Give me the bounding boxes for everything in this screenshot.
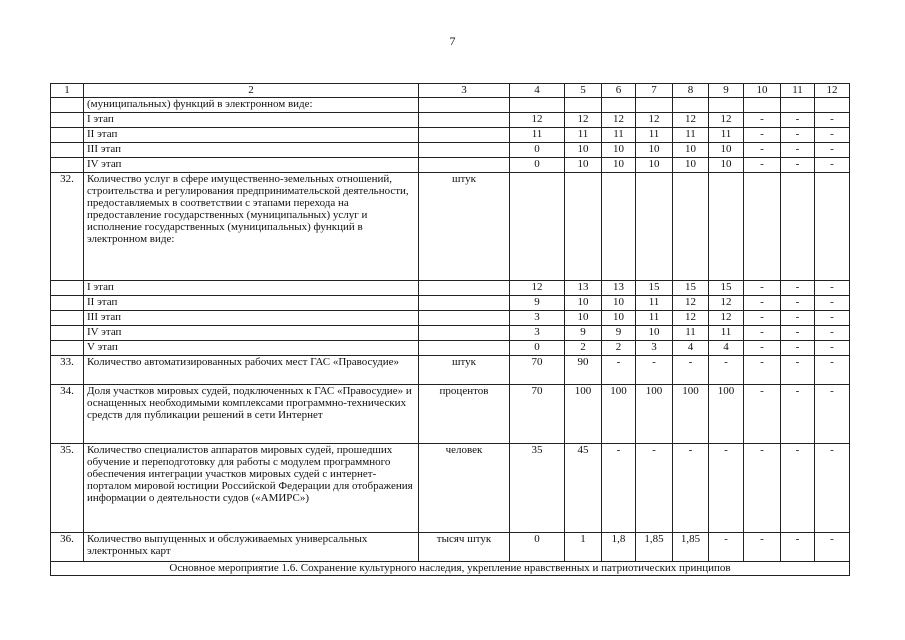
indicator-name: Доля участков мировых судей, подключенных к ГАС «Правосудие» и оснащенных необходимыми комплексами программно-технических средств для публикации решений в сети Интернет: [84, 385, 419, 444]
unit-cell: [419, 311, 510, 326]
row-number: [51, 326, 84, 341]
value-cell: [565, 173, 602, 281]
table-row: [51, 356, 850, 385]
value-cell: -: [744, 113, 781, 128]
value-cell: 9: [510, 296, 565, 311]
value-cell: 12: [602, 113, 636, 128]
value-cell: -: [673, 444, 709, 533]
value-cell: 100: [602, 385, 636, 444]
value-cell: -: [602, 356, 636, 385]
table-row: [51, 128, 850, 143]
value-cell: 12: [510, 113, 565, 128]
value-cell: 15: [636, 281, 673, 296]
table-row: [51, 444, 850, 533]
value-cell: -: [815, 158, 850, 173]
value-cell: 13: [602, 281, 636, 296]
value-cell: -: [781, 533, 815, 562]
unit-cell: [419, 113, 510, 128]
indicator-name: Количество специалистов аппаратов мировых судей, прошедших обучение и переподготовку для работы с модулем программного обеспечения интеграции участков мировых судей с интернет-порталом мировой юстиции Российской Федерации для отображения информации о деятельности судов («АМИРС»): [84, 444, 419, 533]
row-number: [51, 98, 84, 113]
value-cell: 45: [565, 444, 602, 533]
row-number: [51, 113, 84, 128]
value-cell: -: [781, 341, 815, 356]
header-cell: 3: [419, 84, 510, 98]
row-number: [51, 143, 84, 158]
value-cell: 12: [709, 311, 744, 326]
value-cell: -: [709, 444, 744, 533]
row-number: [51, 128, 84, 143]
value-cell: 0: [510, 533, 565, 562]
table-row: [51, 158, 850, 173]
unit-cell: [419, 143, 510, 158]
value-cell: 3: [636, 341, 673, 356]
value-cell: 15: [709, 281, 744, 296]
value-cell: 100: [673, 385, 709, 444]
unit-cell: штук: [419, 173, 510, 281]
indicator-name: III этап: [84, 143, 419, 158]
value-cell: 11: [709, 128, 744, 143]
unit-cell: [419, 128, 510, 143]
value-cell: -: [815, 311, 850, 326]
value-cell: [781, 98, 815, 113]
indicators-table: [50, 83, 850, 576]
value-cell: -: [744, 311, 781, 326]
header-cell: 7: [636, 84, 673, 98]
value-cell: 100: [709, 385, 744, 444]
value-cell: 1,85: [673, 533, 709, 562]
value-cell: -: [673, 356, 709, 385]
value-cell: [510, 173, 565, 281]
page-number: 7: [449, 34, 456, 48]
indicator-name: IV этап: [84, 326, 419, 341]
value-cell: -: [815, 113, 850, 128]
value-cell: -: [815, 444, 850, 533]
value-cell: -: [781, 356, 815, 385]
value-cell: [709, 173, 744, 281]
indicator-name: III этап: [84, 311, 419, 326]
value-cell: 3: [510, 311, 565, 326]
value-cell: [781, 173, 815, 281]
row-number: [51, 311, 84, 326]
row-number: [51, 296, 84, 311]
value-cell: 3: [510, 326, 565, 341]
value-cell: 4: [673, 341, 709, 356]
value-cell: 10: [709, 158, 744, 173]
indicator-name: II этап: [84, 128, 419, 143]
value-cell: -: [815, 143, 850, 158]
indicator-name: Количество услуг в сфере имущественно-земельных отношений, строительства и регулирования предпринимательской деятельности, предоставляемых в соответствии с этапами перехода на предоставление государственных (муниципальных) услуг и исполнение государственных (муниципальных) функций в электронном виде:: [84, 173, 419, 281]
value-cell: -: [815, 296, 850, 311]
value-cell: [673, 98, 709, 113]
value-cell: -: [602, 444, 636, 533]
value-cell: 4: [709, 341, 744, 356]
row-number: [51, 341, 84, 356]
value-cell: 10: [565, 143, 602, 158]
table-row: [51, 533, 850, 562]
value-cell: 100: [565, 385, 602, 444]
value-cell: [673, 173, 709, 281]
value-cell: -: [781, 385, 815, 444]
value-cell: 90: [565, 356, 602, 385]
value-cell: 10: [636, 326, 673, 341]
value-cell: 10: [673, 143, 709, 158]
table-row: [51, 281, 850, 296]
header-cell: 9: [709, 84, 744, 98]
indicator-name: I этап: [84, 281, 419, 296]
header-cell: 6: [602, 84, 636, 98]
value-cell: -: [744, 143, 781, 158]
indicator-name: Количество выпущенных и обслуживаемых универсальных электронных карт: [84, 533, 419, 562]
value-cell: 11: [636, 296, 673, 311]
value-cell: 12: [510, 281, 565, 296]
table-row: [51, 143, 850, 158]
value-cell: [744, 173, 781, 281]
value-cell: 13: [565, 281, 602, 296]
value-cell: 10: [636, 143, 673, 158]
table-row: [51, 341, 850, 356]
value-cell: -: [781, 311, 815, 326]
value-cell: -: [815, 356, 850, 385]
value-cell: 12: [673, 311, 709, 326]
table-row: [51, 311, 850, 326]
value-cell: 12: [636, 113, 673, 128]
row-number: 34.: [51, 385, 84, 444]
value-cell: 0: [510, 143, 565, 158]
value-cell: 9: [602, 326, 636, 341]
header-cell: 1: [51, 84, 84, 98]
value-cell: -: [781, 281, 815, 296]
unit-cell: [419, 296, 510, 311]
header-cell: 10: [744, 84, 781, 98]
row-number: 36.: [51, 533, 84, 562]
table-row: [51, 326, 850, 341]
value-cell: 11: [636, 128, 673, 143]
value-cell: 1: [565, 533, 602, 562]
value-cell: -: [744, 356, 781, 385]
value-cell: 10: [565, 311, 602, 326]
value-cell: [602, 173, 636, 281]
value-cell: -: [744, 533, 781, 562]
value-cell: -: [815, 281, 850, 296]
table-row: [51, 173, 850, 281]
value-cell: -: [781, 326, 815, 341]
value-cell: [744, 98, 781, 113]
value-cell: -: [709, 533, 744, 562]
value-cell: -: [709, 356, 744, 385]
value-cell: 12: [673, 113, 709, 128]
value-cell: -: [744, 385, 781, 444]
value-cell: 10: [602, 296, 636, 311]
value-cell: [815, 98, 850, 113]
indicator-name: II этап: [84, 296, 419, 311]
value-cell: -: [815, 341, 850, 356]
value-cell: -: [781, 128, 815, 143]
value-cell: -: [781, 444, 815, 533]
header-cell: 5: [565, 84, 602, 98]
value-cell: -: [815, 128, 850, 143]
value-cell: -: [815, 533, 850, 562]
unit-cell: [419, 341, 510, 356]
value-cell: [602, 98, 636, 113]
value-cell: 10: [709, 143, 744, 158]
row-number: [51, 158, 84, 173]
unit-cell: [419, 281, 510, 296]
value-cell: -: [744, 326, 781, 341]
indicator-name: Количество автоматизированных рабочих мест ГАС «Правосудие»: [84, 356, 419, 385]
row-number: 35.: [51, 444, 84, 533]
value-cell: -: [744, 158, 781, 173]
unit-cell: [419, 158, 510, 173]
value-cell: 11: [510, 128, 565, 143]
value-cell: [510, 98, 565, 113]
unit-cell: [419, 98, 510, 113]
value-cell: -: [815, 326, 850, 341]
value-cell: 12: [565, 113, 602, 128]
value-cell: 35: [510, 444, 565, 533]
value-cell: 12: [673, 296, 709, 311]
value-cell: 10: [602, 143, 636, 158]
value-cell: 11: [709, 326, 744, 341]
value-cell: -: [744, 341, 781, 356]
row-number: 33.: [51, 356, 84, 385]
value-cell: 0: [510, 341, 565, 356]
table-row: [51, 296, 850, 311]
value-cell: -: [781, 113, 815, 128]
value-cell: 70: [510, 356, 565, 385]
value-cell: -: [744, 296, 781, 311]
unit-cell: [419, 326, 510, 341]
value-cell: 11: [636, 311, 673, 326]
value-cell: 11: [673, 128, 709, 143]
indicator-name: (муниципальных) функций в электронном виде:: [84, 98, 419, 113]
value-cell: -: [744, 281, 781, 296]
value-cell: 10: [636, 158, 673, 173]
header-cell: 12: [815, 84, 850, 98]
value-cell: 11: [602, 128, 636, 143]
value-cell: 9: [565, 326, 602, 341]
unit-cell: тысяч штук: [419, 533, 510, 562]
value-cell: 10: [602, 311, 636, 326]
header-cell: 11: [781, 84, 815, 98]
value-cell: 15: [673, 281, 709, 296]
value-cell: 1,8: [602, 533, 636, 562]
unit-cell: человек: [419, 444, 510, 533]
value-cell: -: [744, 444, 781, 533]
value-cell: -: [636, 444, 673, 533]
value-cell: 12: [709, 296, 744, 311]
value-cell: [709, 98, 744, 113]
value-cell: 0: [510, 158, 565, 173]
value-cell: 100: [636, 385, 673, 444]
value-cell: -: [781, 158, 815, 173]
row-number: [51, 281, 84, 296]
value-cell: [565, 98, 602, 113]
value-cell: 2: [565, 341, 602, 356]
value-cell: -: [781, 296, 815, 311]
value-cell: [815, 173, 850, 281]
value-cell: 12: [709, 113, 744, 128]
value-cell: -: [636, 356, 673, 385]
value-cell: -: [815, 385, 850, 444]
indicator-name: I этап: [84, 113, 419, 128]
value-cell: 2: [602, 341, 636, 356]
header-cell: 8: [673, 84, 709, 98]
value-cell: 10: [602, 158, 636, 173]
value-cell: 70: [510, 385, 565, 444]
table-row: [51, 98, 850, 113]
value-cell: 11: [565, 128, 602, 143]
section-title: Основное мероприятие 1.6. Сохранение культурного наследия, укрепление нравственных и патриотических принципов: [51, 562, 850, 576]
table-row: [51, 113, 850, 128]
header-cell: 2: [84, 84, 419, 98]
value-cell: 11: [673, 326, 709, 341]
row-number: 32.: [51, 173, 84, 281]
indicator-name: IV этап: [84, 158, 419, 173]
value-cell: [636, 173, 673, 281]
value-cell: 10: [673, 158, 709, 173]
section-row: [51, 562, 850, 576]
indicator-name: V этап: [84, 341, 419, 356]
value-cell: -: [744, 128, 781, 143]
value-cell: -: [781, 143, 815, 158]
header-row: [51, 84, 850, 98]
value-cell: [636, 98, 673, 113]
unit-cell: процентов: [419, 385, 510, 444]
value-cell: 10: [565, 158, 602, 173]
header-cell: 4: [510, 84, 565, 98]
value-cell: 1,85: [636, 533, 673, 562]
table-row: [51, 385, 850, 444]
value-cell: 10: [565, 296, 602, 311]
unit-cell: штук: [419, 356, 510, 385]
